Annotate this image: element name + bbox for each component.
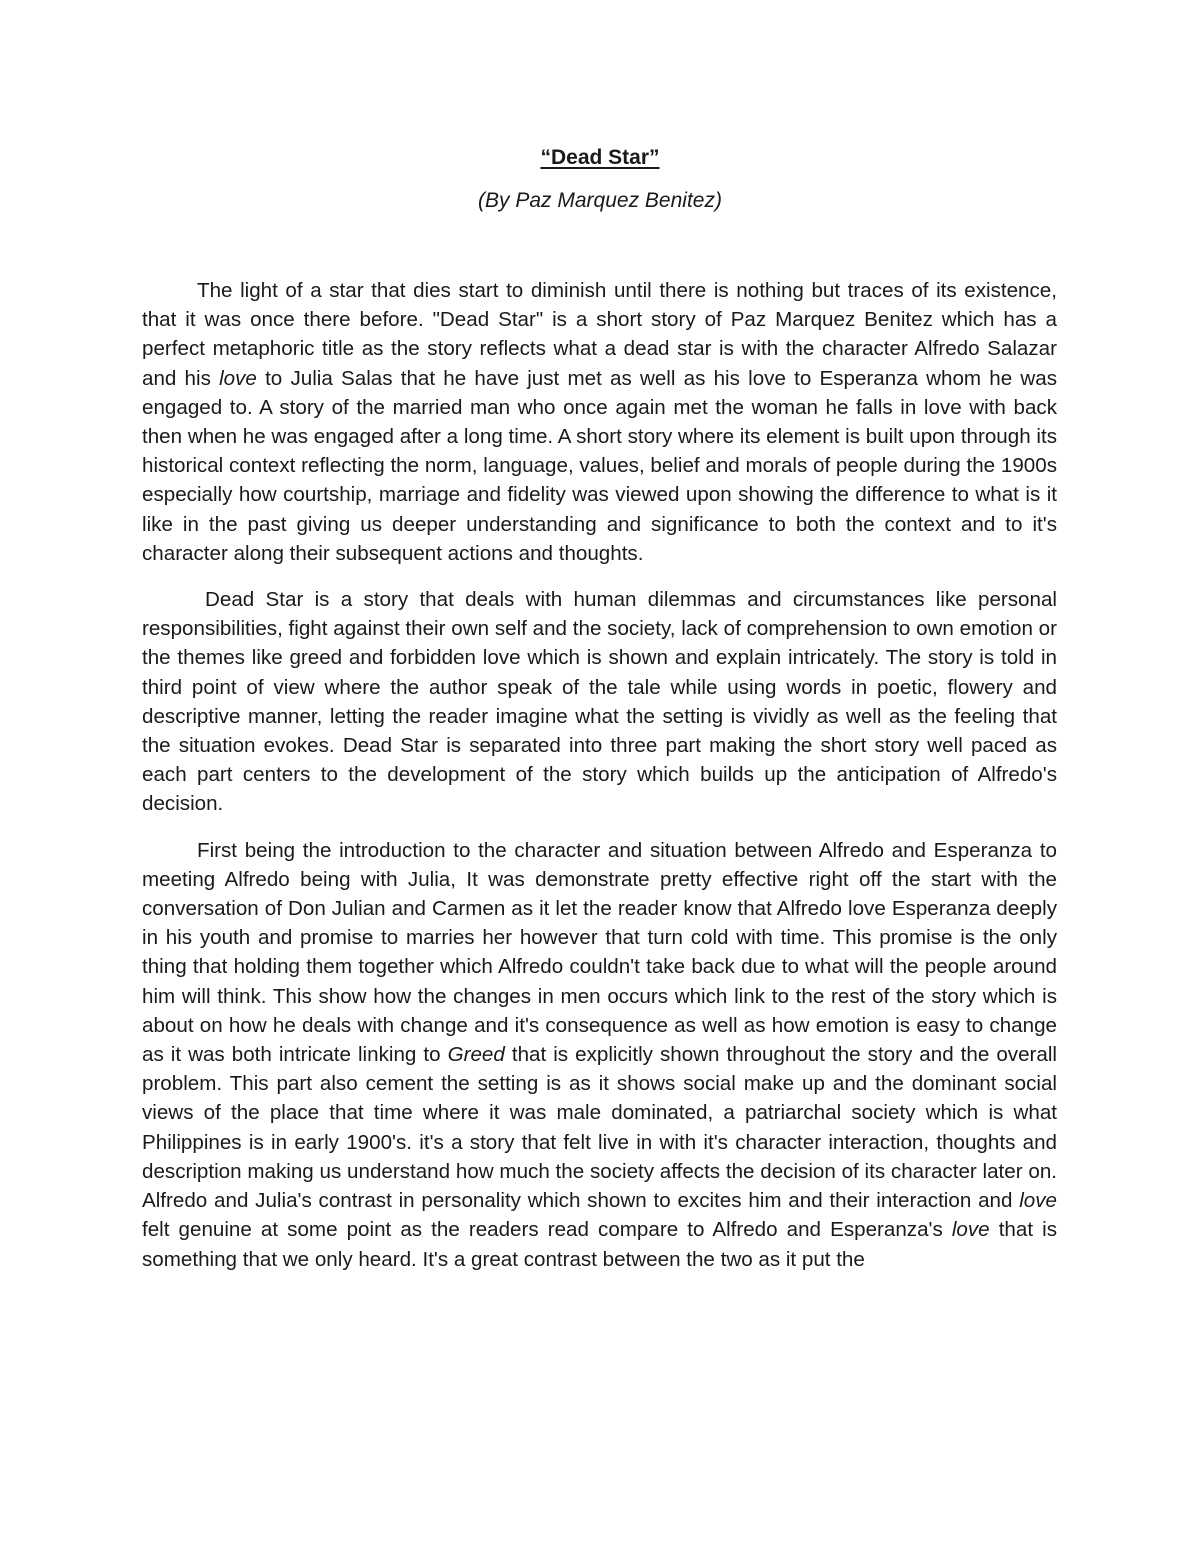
paragraph-3-text-cont-2: felt genuine at some point as the readers read compare to Alfredo and Esperanza's (142, 1218, 952, 1242)
paragraph-3-text-cont-3: that is something that we only heard. It's a great contrast between the two as it put the (142, 1218, 1057, 1271)
paragraph-1-text: The light of a star that dies start to diminish until there is nothing but traces of its existence, that it was once there before. "Dead Star" is a short story of Paz Marquez Benitez which has a perfect metaphoric title as the story reflects what a dead star is with the character Alfredo Salazar and his (142, 279, 1057, 390)
paragraph-2 (142, 585, 1057, 819)
document-title: “Dead Star” (540, 146, 660, 169)
paragraph-2-text: Dead Star is a story that deals with human dilemmas and circumstances like personal responsibilities, fight against their own self and the society, lack of comprehension to own emotion or the themes like greed and forbidden love which is shown and explain intricately. The story is told in third point of view where the author speak of the tale while using words in poetic, flowery and descriptive manner, letting the reader imagine what the setting is vividly as well as the feeling that the situation evokes. Dead Star is separated into three part making the short story well paced as each part centers to the development of the story which builds up the anticipation of Alfredo's decision. (142, 588, 1057, 816)
paragraph-1-text-cont: to Julia Salas that he have just met as well as his love to Esperanza whom he was engaged to. A story of the married man who once again met the woman he falls in love with back then when he was engaged after a long time. A short story where its element is built upon through its historical context reflecting the norm, language, values, belief and morals of people during the 1900s especially how courtship, marriage and fidelity was viewed upon showing the difference to what is it like in the past giving us deeper understanding and significance to both the context and to it's character along their subsequent actions and thoughts. (142, 366, 1057, 565)
paragraph-3-text-cont-1: that is explicitly shown throughout the story and the overall problem. This part also cement the setting is as it shows social make up and the dominant social views of the place that time where it was male dominated, a patriarchal society which is what Philippines is in early 1900's. it's a story that felt live in with it's character interaction, thoughts and description making us understand how much the society affects the decision of its character later on. Alfredo and Julia's contrast in personality which shown to excites him and their interaction and (142, 1043, 1058, 1213)
paragraph-1-italic-love: love (219, 366, 257, 390)
paragraph-3-text: First being the introduction to the character and situation between Alfredo and Esperanza to meeting Alfredo being with Julia, It was demonstrate pretty effective right off the start with the conversation of Don Julian and Carmen as it let the reader know that Alfredo love Esperanza deeply in his youth and promise to marries her however that turn cold with time. This promise is the only thing that holding them together which Alfredo couldn't take back due to what will the people around him will think. This show how the changes in men occurs which link to the rest of the story which is about on how he deals with change and it's consequence as well as how emotion is easy to change as it was both intricate linking to (142, 838, 1057, 1067)
paragraph-1 (142, 276, 1057, 568)
paragraph-3-italic-love-2: love (951, 1218, 990, 1242)
paragraph-3-italic-love-1: love (1019, 1189, 1057, 1213)
paragraph-3 (142, 836, 1057, 1274)
document-byline: (By Paz Marquez Benitez) (478, 189, 722, 212)
paragraph-3-italic-greed: Greed (447, 1043, 505, 1067)
document-body (142, 276, 1057, 1291)
